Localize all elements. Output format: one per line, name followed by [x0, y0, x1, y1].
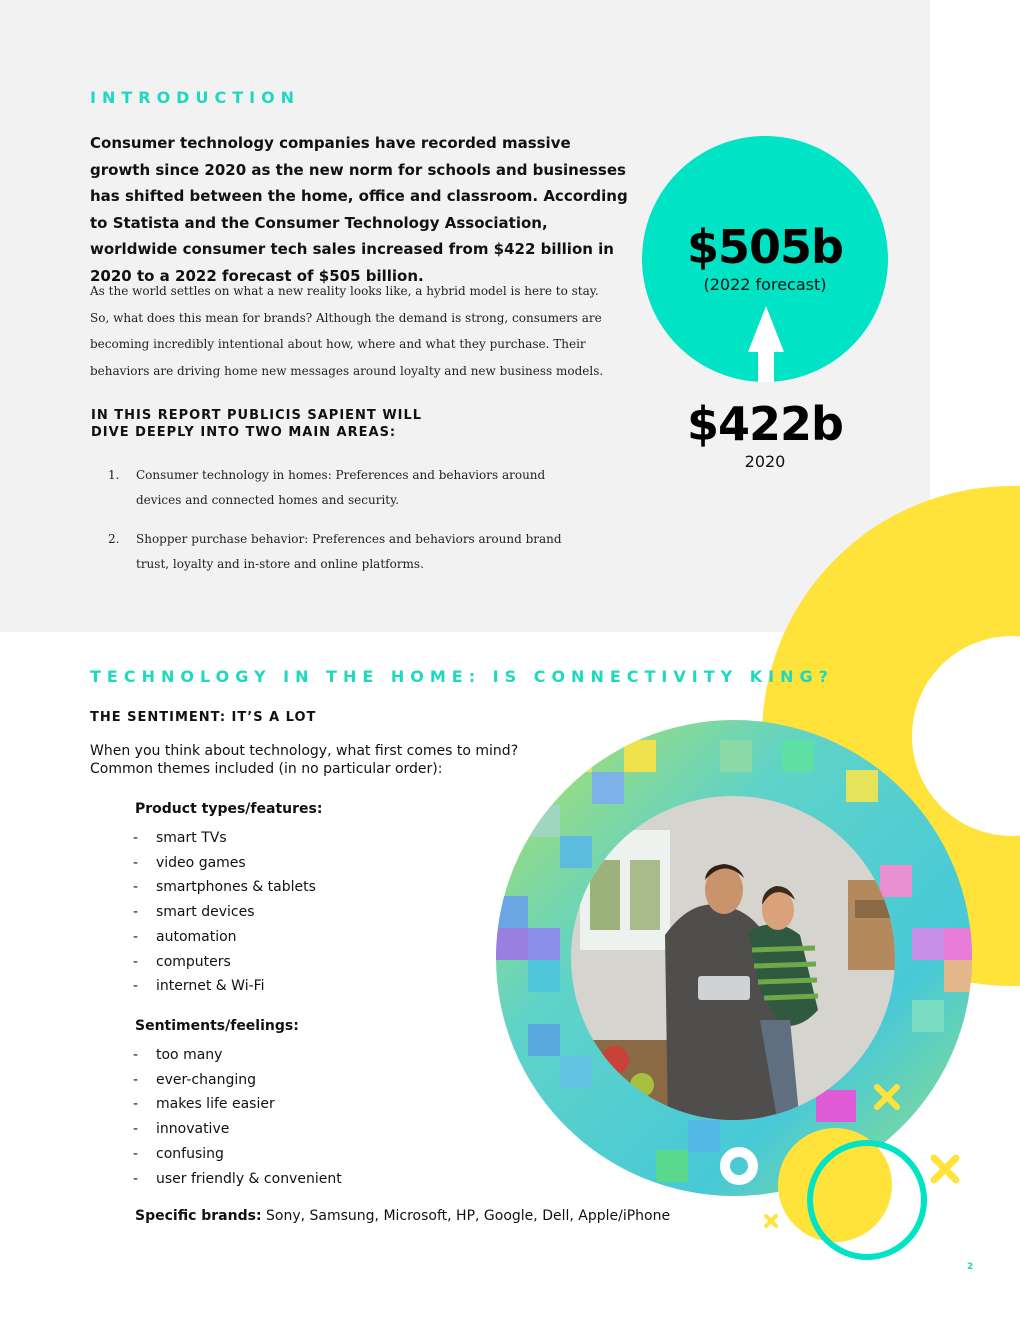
x-mark-icon [766, 1216, 776, 1226]
list-item: - user friendly & convenient [133, 1167, 342, 1192]
list-item-text: Shopper purchase behavior: Preferences and behaviors around brand trust, loyalty and in-store and online platforms. [136, 532, 562, 571]
list-item: - ever-changing [133, 1068, 342, 1093]
list-item: - internet & Wi-Fi [133, 974, 316, 999]
list-item: - video games [133, 851, 316, 876]
forecast-value: $505b [687, 220, 843, 274]
sentiments-heading: Sentiments/feelings: [135, 1018, 299, 1034]
base-value: $422b [687, 397, 843, 451]
list-item: - computers [133, 950, 316, 975]
sentiment-heading: THE SENTIMENT: IT’S A LOT [90, 710, 317, 725]
intro-lead-paragraph: Consumer technology companies have recorded massive growth since 2020 as the new norm for schools and businesses has shifted between the home, office and classroom. According to Statista and the Consumer Technology Association, worldwide consumer tech sales increased from $422 billion in 2020 to a 2022 forecast of $505 billion. [90, 134, 628, 285]
list-item-text: Consumer technology in homes: Preferences and behaviors around devices and connected homes and security. [136, 468, 546, 507]
page-number: 2 [967, 1262, 974, 1272]
forecast-label: (2022 forecast) [703, 275, 827, 294]
list-item-number: 2. [108, 532, 120, 546]
base-label: 2020 [744, 452, 786, 471]
list-item: - smart devices [133, 900, 316, 925]
product-types-heading: Product types/features: [135, 801, 323, 817]
list-item: - smart TVs [133, 826, 316, 851]
sentiment-question-line: When you think about technology, what first comes to mind? [90, 743, 519, 759]
intro-heading: INTRODUCTION [90, 88, 301, 107]
list-item: - automation [133, 925, 316, 950]
home-heading: TECHNOLOGY IN THE HOME: IS CONNECTIVITY KING? [90, 667, 834, 686]
sentiment-question-line: Common themes included (in no particular order): [90, 761, 443, 777]
brands-label: Specific brands: [135, 1208, 262, 1224]
brands-list: Sony, Samsung, Microsoft, HP, Google, Dell, Apple/iPhone [261, 1208, 671, 1224]
list-item: - smartphones & tablets [133, 875, 316, 900]
list-item: - too many [133, 1043, 342, 1068]
list-item: - confusing [133, 1142, 342, 1167]
report-areas-heading: IN THIS REPORT PUBLICIS SAPIENT WILL DIVE DEEPLY INTO TWO MAIN AREAS: [91, 408, 423, 440]
list-item: - innovative [133, 1117, 342, 1142]
list-item-number: 1. [108, 468, 120, 482]
x-mark-icon [934, 1158, 956, 1180]
intro-body-paragraph: As the world settles on what a new reality looks like, a hybrid model is here to stay. So, what does this mean for brands? Although the demand is strong, consumers are becoming incredibly intentional about how, where and what they purchase. Their behaviors are driving home new messages around loyalty and new business models. [90, 284, 604, 378]
list-item: - makes life easier [133, 1092, 342, 1117]
